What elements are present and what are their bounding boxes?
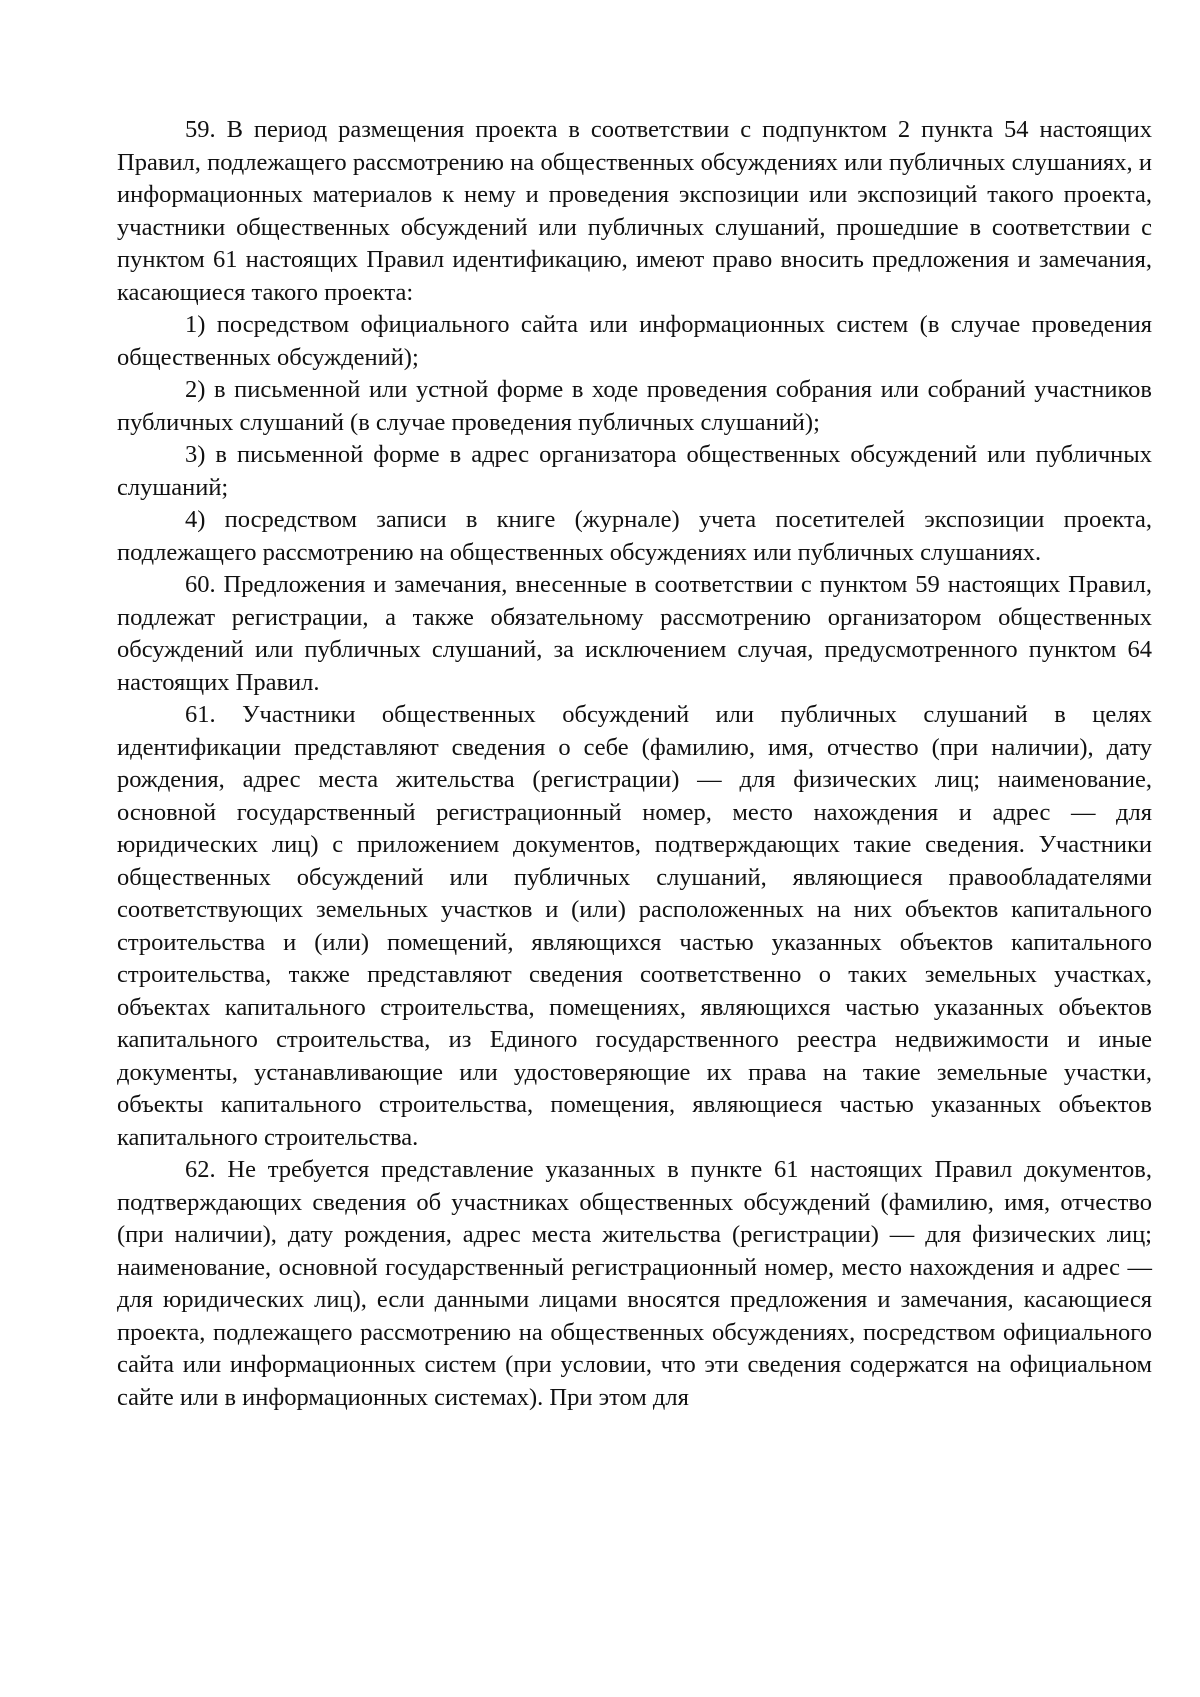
list-item-1: 1) посредством официального сайта или информационных систем (в случае проведения общественных обсуждений); xyxy=(117,311,1152,371)
list-item-2: 2) в письменной или устной форме в ходе проведения собрания или собраний участников публичных слушаний (в случае проведения публичных слушаний); xyxy=(117,376,1152,436)
paragraph-60: 60. Предложения и замечания, внесенные в соответствии с пунктом 59 настоящих Правил, подлежат регистрации, а также обязательному рассмотрению организатором общественных обсуждений или публичных слушаний, за исключением случая, предусмотренного пунктом 64 настоящих Правил. xyxy=(117,571,1152,696)
paragraph-59: 59. В период размещения проекта в соответствии с подпунктом 2 пункта 54 настоящих Правил, подлежащего рассмотрению на общественных обсуждениях или публичных слушаниях, и информационных материалов к нему и проведения экспозиции или экспозиций такого проекта, участники общественных обсуждений или публичных слушаний, прошедшие в соответствии с пунктом 61 настоящих Правил идентификацию, имеют право вносить предложения и замечания, касающиеся такого проекта: xyxy=(117,116,1152,306)
paragraph-62: 62. Не требуется представление указанных в пункте 61 настоящих Правил документов, подтверждающих сведения об участниках общественных обсуждений (фамилию, имя, отчество (при наличии), дату рождения, адрес места жительства (регистрации) — для физических лиц; наименование, основной государственный регистрационный номер, место нахождения и адрес — для юридических лиц), если данными лицами вносятся предложения и замечания, касающиеся проекта, подлежащего рассмотрению на общественных обсуждениях, посредством официального сайта или информационных систем (при условии, что эти сведения содержатся на официальном сайте или в информационных системах). При этом для xyxy=(117,1156,1152,1411)
list-item-3: 3) в письменной форме в адрес организатора общественных обсуждений или публичных слушаний; xyxy=(117,441,1152,501)
document-page xyxy=(117,114,1152,1414)
paragraph-61: 61. Участники общественных обсуждений или публичных слушаний в целях идентификации представляют сведения о себе (фамилию, имя, отчество (при наличии), дату рождения, адрес места жительства (регистрации) — для физических лиц; наименование, основной государственный регистрационный номер, место нахождения и адрес — для юридических лиц) с приложением документов, подтверждающих такие сведения. Участники общественных обсуждений или публичных слушаний, являющиеся правообладателями соответствующих земельных участков и (или) расположенных на них объектов капитального строительства и (или) помещений, являющихся частью указанных объектов капитального строительства, также представляют сведения соответственно о таких земельных участках, объектах капитального строительства, помещениях, являющихся частью указанных объектов капитального строительства, из Единого государственного реестра недвижимости и иные документы, устанавливающие или удостоверяющие их права на такие земельные участки, объекты капитального строительства, помещения, являющиеся частью указанных объектов капитального строительства. xyxy=(117,701,1152,1151)
list-item-4: 4) посредством записи в книге (журнале) учета посетителей экспозиции проекта, подлежащего рассмотрению на общественных обсуждениях или публичных слушаниях. xyxy=(117,506,1152,566)
